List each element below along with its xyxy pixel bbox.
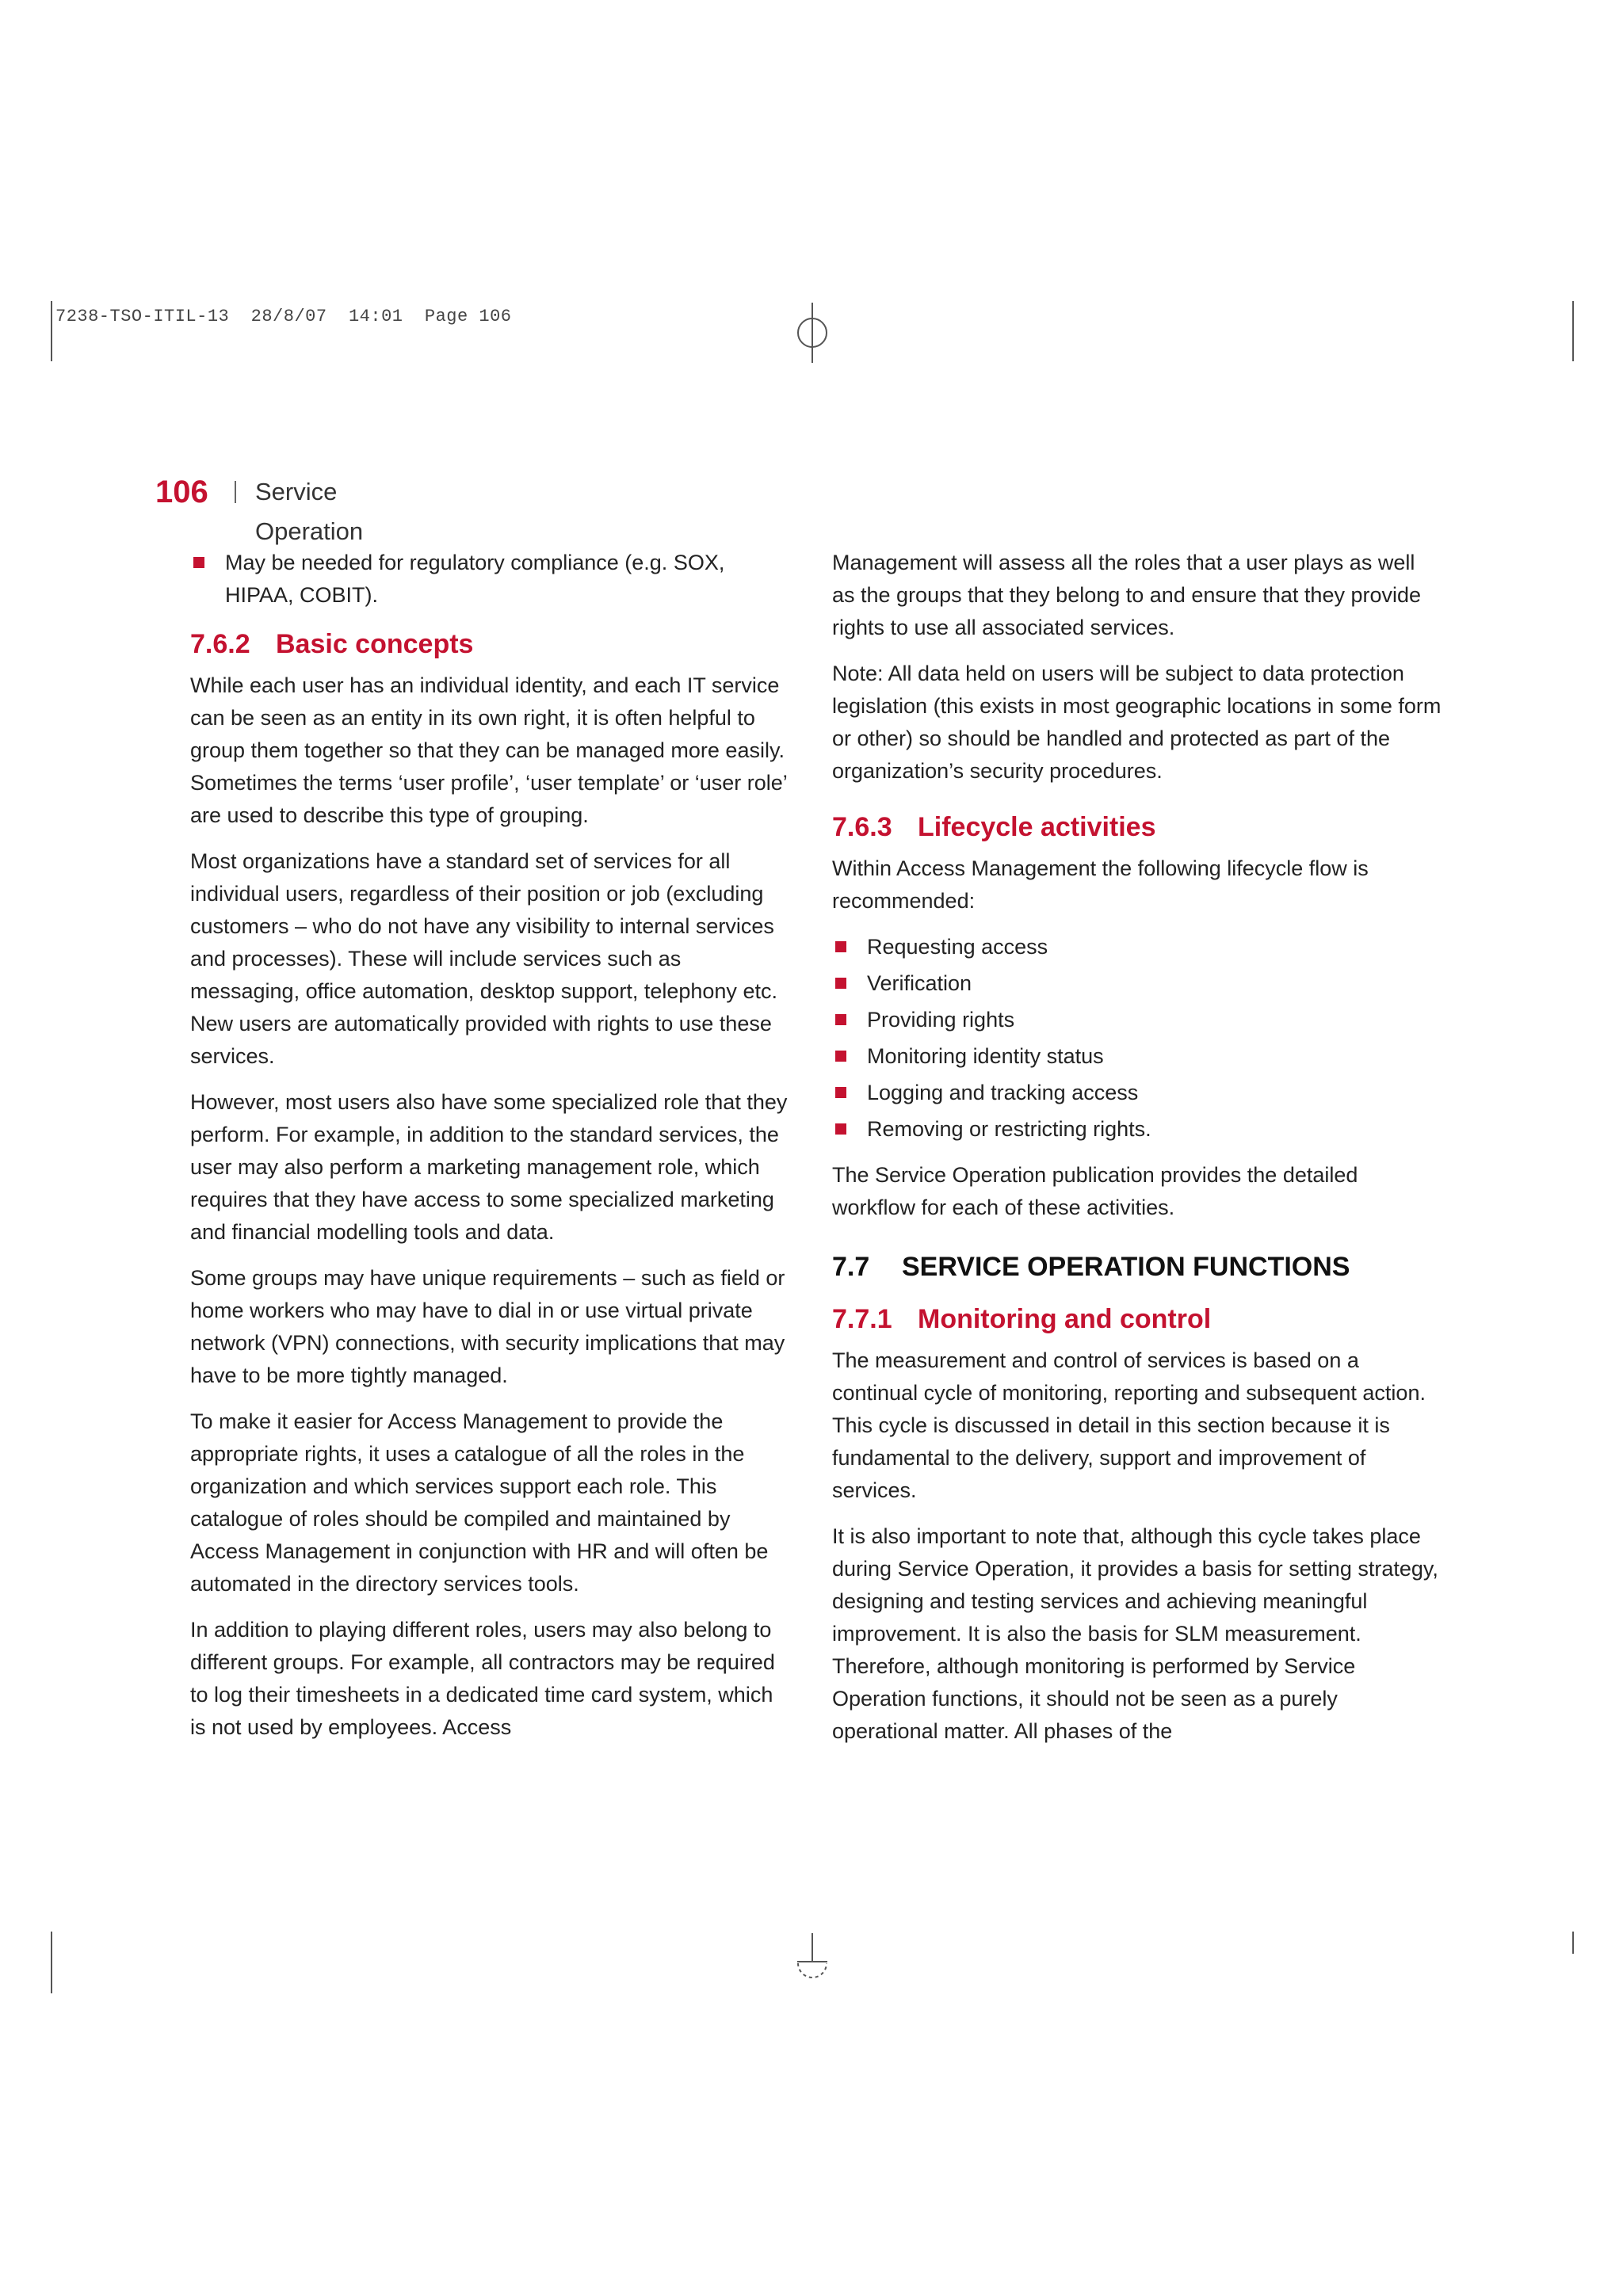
paragraph: The Service Operation publication provides the detailed workflow for each of these activities. (832, 1163, 1358, 1219)
paragraph: Management will assess all the roles that a user plays as well as the groups that they belong to and ensure that they provide rights to use all associated services. (832, 551, 1422, 639)
section-title: Monitoring and control (918, 1304, 1212, 1334)
registration-mark-bottom (792, 1932, 832, 1979)
paragraph: The measurement and control of services is based on a continual cycle of monitoring, reporting and subsequent action. This cycle is discussed in detail in this section because it is fundamental to the delivery, support and improvement of services. (832, 1348, 1426, 1502)
list-item-text: Requesting access (867, 935, 1048, 959)
paragraph: However, most users also have some specialized role that they perform. For example, in addition to the standard services, the user may also perform a marketing management role, which requires that they have access to some specialized marketing and financial modelling tools and data. (190, 1090, 788, 1244)
list-item (832, 1004, 1442, 1036)
right-column (832, 547, 1442, 1761)
header-separator (235, 481, 236, 503)
crop-mark-bottom-left (51, 1932, 52, 1993)
list-item-text: Providing rights (867, 1008, 1015, 1032)
section-title: Basic concepts (276, 629, 474, 659)
section-heading-7-7-1 (832, 1300, 1442, 1338)
note-paragraph: Note: All data held on users will be subject to data protection legislation (this exists in most geographic locations in some form or other) so should be handled and protected as part of the organization’s security procedures. (832, 662, 1442, 783)
section-number: 7.6.2 (190, 629, 250, 659)
section-number: 7.7.1 (832, 1304, 892, 1334)
crop-mark-top-left (51, 301, 52, 361)
registration-mark-top (792, 301, 832, 364)
paragraph: While each user has an individual identity, and each IT service can be seen as an entity in its own right, it is often helpful to group them together so that they can be managed more easily. Sometimes the terms ‘user profile’, ‘user template’ or ‘user role’ are used to describe this type of grouping. (190, 673, 787, 827)
list-item (832, 1113, 1442, 1146)
paragraph: To make it easier for Access Management to provide the appropriate rights, it uses a catalogue of all the roles in the organization and which services support each role. This catalogue of roles should be compiled and maintained by Access Management in conjunction with HR and will often be automated in the directory services tools. (190, 1409, 769, 1596)
bullet-square-icon (835, 1123, 846, 1135)
section-title: SERVICE OPERATION FUNCTIONS (902, 1252, 1350, 1282)
list-item (190, 547, 794, 612)
paragraph: Most organizations have a standard set of services for all individual users, regardless of their position or job (excluding customers – who do not have any visibility to internal services and processes). These will include services such as messaging, office automation, desktop support, telephony etc. New users are automatically provided with rights to use these services. (190, 849, 777, 1068)
intro-bullet-list (190, 547, 794, 612)
list-item-text: Logging and tracking access (867, 1081, 1139, 1104)
bullet-square-icon (835, 1014, 846, 1025)
bullet-square-icon (835, 941, 846, 952)
lifecycle-bullet-list (832, 931, 1442, 1146)
section-number: 7.7 (832, 1252, 870, 1282)
paragraph: Within Access Management the following lifecycle flow is recommended: (832, 856, 1369, 913)
list-item (832, 1040, 1442, 1073)
paragraph: It is also important to note that, although this cycle takes place during Service Operation, it provides a basis for setting strategy, designing and testing services and achieving meaningful improvement. It is also the basis for SLM measurement. Therefore, although monitoring is performed by Service Operation functions, it should not be seen as a purely operational matter. All phases of the (832, 1524, 1438, 1743)
list-item (832, 1077, 1442, 1109)
print-slug: 7238-TSO-ITIL-13 28/8/07 14:01 Page 106 (55, 307, 512, 326)
bullet-square-icon (193, 557, 204, 568)
section-heading-7-7 (832, 1248, 1442, 1286)
book-title: Service Operation (255, 478, 364, 545)
bullet-square-icon (835, 1087, 846, 1098)
list-item (832, 967, 1442, 1000)
section-heading-7-6-3 (832, 808, 1442, 846)
section-number: 7.6.3 (832, 812, 892, 842)
paragraph: In addition to playing different roles, users may also belong to different groups. For example, all contractors may be required to log their timesheets in a dedicated time card system, which is not used by employees. Access (190, 1618, 775, 1739)
section-heading-7-6-2 (190, 625, 794, 663)
bullet-square-icon (835, 1051, 846, 1062)
section-title: Lifecycle activities (918, 812, 1156, 842)
paragraph: Some groups may have unique requirements – such as field or home workers who may have to dial in or use virtual private network (VPN) connections, with security implications that may have to be more tightly managed. (190, 1266, 785, 1387)
list-item-text: Verification (867, 971, 972, 995)
crop-mark-top-right (1572, 301, 1574, 361)
list-item (832, 931, 1442, 963)
left-column (190, 547, 794, 1757)
list-item-text: Removing or restricting rights. (867, 1117, 1151, 1141)
page-number: 106 (155, 475, 208, 509)
list-item-text: Monitoring identity status (867, 1044, 1104, 1068)
bullet-square-icon (835, 978, 846, 989)
list-item-text: May be needed for regulatory compliance (e.g. SOX, HIPAA, COBIT). (225, 551, 725, 607)
crop-mark-bottom-right (1572, 1932, 1574, 1954)
